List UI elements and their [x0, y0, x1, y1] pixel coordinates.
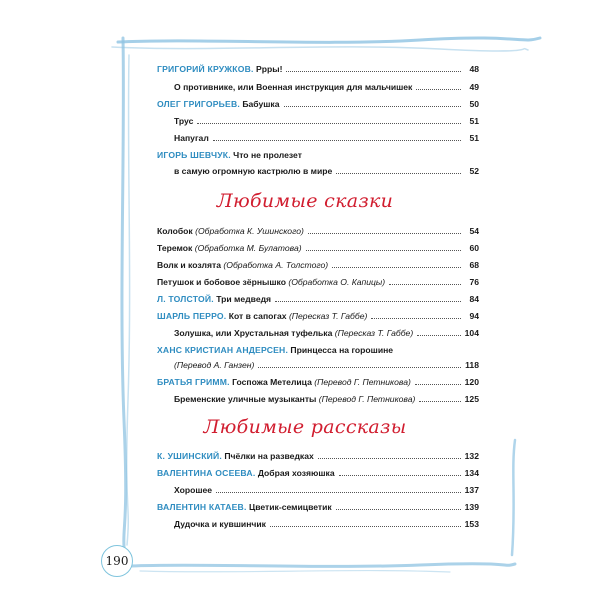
page-number: 190	[105, 554, 129, 568]
toc-entry[interactable]	[157, 447, 479, 461]
toc-entry[interactable]	[157, 60, 479, 74]
leader-dots	[213, 139, 461, 141]
leader-dots	[332, 266, 461, 268]
entry-note: (Обработка К. Ушинского)	[195, 226, 304, 236]
toc-entry[interactable]	[157, 307, 479, 321]
toc-entry[interactable]	[174, 162, 479, 176]
toc-entry[interactable]	[157, 373, 479, 387]
toc-entry[interactable]	[157, 95, 479, 109]
leader-dots	[318, 457, 461, 459]
toc-entry[interactable]	[174, 324, 479, 338]
entry-page: 51	[469, 116, 479, 126]
entry-note: (Обработка А. Толстого)	[223, 260, 329, 270]
leader-dots	[284, 105, 461, 107]
entry-page: 120	[464, 377, 479, 387]
toc-entry[interactable]	[174, 481, 479, 495]
entry-title: Теремок	[157, 243, 193, 253]
entry-author: ОЛЕГ ГРИГОРЬЕВ.	[157, 99, 240, 109]
entry-author: Л. ТОЛСТОЙ.	[157, 294, 214, 304]
leader-dots	[306, 249, 461, 251]
toc-entry[interactable]	[157, 256, 479, 270]
entry-page: 132	[464, 451, 479, 461]
entry-title: Напугал	[174, 133, 209, 143]
entry-page: 50	[469, 99, 479, 109]
leader-dots	[336, 172, 461, 174]
entry-title: Хорошее	[174, 485, 213, 495]
entry-title: Дудочка и кувшинчик	[174, 519, 266, 529]
entry-page: 125	[464, 394, 479, 404]
toc-entry[interactable]	[174, 78, 479, 92]
entry-author: ШАРЛЬ ПЕРРО.	[157, 311, 227, 321]
entry-page: 134	[464, 468, 479, 478]
toc-entry[interactable]	[174, 112, 479, 126]
leader-dots	[415, 383, 461, 385]
entry-page: 118	[465, 360, 479, 370]
toc-entry[interactable]	[157, 498, 479, 512]
section-heading-tales: Любимые сказки	[216, 190, 394, 212]
leader-dots	[417, 334, 460, 336]
entry-page: 48	[469, 64, 479, 74]
entry-author: БРАТЬЯ ГРИММ.	[157, 377, 230, 387]
entry-author: ВАЛЕНТИН КАТАЕВ.	[157, 502, 247, 512]
entry-title: Золушка, или Хрустальная туфелька	[174, 328, 333, 338]
entry-page: 153	[464, 519, 479, 529]
entry-title: Что не пролезет	[233, 150, 302, 160]
entry-page: 76	[469, 277, 479, 287]
entry-title: Три медведя	[216, 294, 272, 304]
entry-title: Кот в сапогах	[228, 311, 287, 321]
leader-dots	[275, 300, 461, 302]
entry-note: (Перевод Г. Петникова)	[314, 377, 411, 387]
leader-dots	[389, 283, 461, 285]
leader-dots	[197, 122, 461, 124]
toc-entry[interactable]	[174, 129, 479, 143]
entry-author: К. УШИНСКИЙ.	[157, 451, 222, 461]
entry-note: (Обработка М. Булатова)	[194, 243, 302, 253]
entry-author: ИГОРЬ ШЕВЧУК.	[157, 150, 231, 160]
toc-entry[interactable]	[174, 356, 479, 370]
entry-title: Бременские уличные музыканты	[174, 394, 317, 404]
leader-dots	[258, 366, 461, 368]
entry-page: 52	[469, 166, 479, 176]
entry-title: Цветик-семицветик	[248, 502, 332, 512]
entry-title: в самую огромную кастрюлю в мире	[174, 166, 333, 176]
entry-title: Волк и козлята	[157, 260, 222, 270]
entry-title: Петушок и бобовое зёрнышко	[157, 277, 286, 287]
leader-dots	[336, 508, 461, 510]
entry-page: 51	[469, 133, 479, 143]
entry-page: 60	[469, 243, 479, 253]
leader-dots	[371, 317, 461, 319]
leader-dots	[286, 70, 461, 72]
entry-page: 84	[469, 294, 479, 304]
entry-note: (Обработка О. Капицы)	[288, 277, 386, 287]
entry-title: Ррры!	[256, 64, 283, 74]
entry-author: ХАНС КРИСТИАН АНДЕРСЕН.	[157, 345, 289, 355]
entry-page: 68	[469, 260, 479, 270]
toc-entry[interactable]	[157, 341, 479, 355]
entry-title: Добрая хозяюшка	[257, 468, 335, 478]
toc-entry[interactable]	[157, 146, 479, 160]
entry-note: (Пересказ Т. Габбе)	[288, 311, 368, 321]
leader-dots	[270, 525, 461, 527]
leader-dots	[416, 88, 461, 90]
entry-page: 49	[469, 82, 479, 92]
entry-page: 54	[469, 226, 479, 236]
toc-entry[interactable]	[157, 273, 479, 287]
toc-entry[interactable]	[157, 464, 479, 478]
entry-page: 139	[464, 502, 479, 512]
entry-note: (Перевод А. Ганзен)	[174, 360, 255, 370]
entry-page: 104	[464, 328, 479, 338]
toc-entry[interactable]	[157, 239, 479, 253]
page-number-badge	[101, 545, 133, 577]
section-heading-stories: Любимые рассказы	[203, 416, 407, 438]
leader-dots	[216, 491, 461, 493]
toc-entry[interactable]	[157, 290, 479, 304]
entry-author: ВАЛЕНТИНА ОСЕЕВА.	[157, 468, 256, 478]
entry-title: Бабушка	[242, 99, 280, 109]
entry-title: О противнике, или Военная инструкция для мальчишек	[174, 82, 413, 92]
entry-title: Принцесса на горошине	[290, 345, 394, 355]
entry-page: 137	[464, 485, 479, 495]
toc-entry[interactable]	[174, 515, 479, 529]
leader-dots	[419, 400, 460, 402]
entry-title: Колобок	[157, 226, 193, 236]
entry-title: Трус	[174, 116, 194, 126]
toc-entry[interactable]	[174, 390, 479, 404]
toc-entry[interactable]	[157, 222, 479, 236]
entry-title: Госпожа Метелица	[232, 377, 312, 387]
entry-author: ГРИГОРИЙ КРУЖКОВ.	[157, 64, 254, 74]
entry-page: 94	[469, 311, 479, 321]
entry-note: (Перевод Г. Петникова)	[318, 394, 416, 404]
entry-title: Пчёлки на разведках	[224, 451, 314, 461]
leader-dots	[339, 474, 461, 476]
entry-note: (Пересказ Т. Габбе)	[334, 328, 414, 338]
leader-dots	[308, 232, 461, 234]
